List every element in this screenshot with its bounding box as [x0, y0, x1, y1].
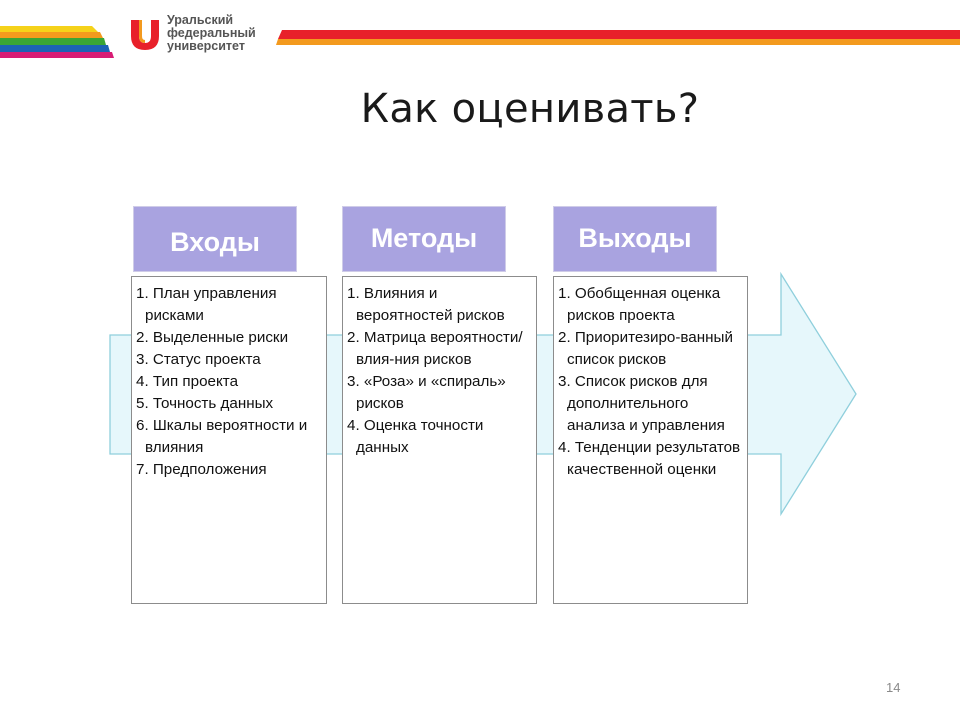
column-header-outputs-label: Выходы	[578, 223, 692, 253]
list-item: 3. Статус проекта	[136, 351, 261, 368]
list-item: 2. Приоритезиро-ванный список рисков	[558, 329, 733, 368]
list-item: 1. Обобщенная оценка рисков проекта	[558, 285, 721, 324]
methods-box	[342, 276, 537, 604]
inputs-list	[136, 283, 320, 481]
outputs-box	[553, 276, 748, 604]
list-item: 6. Шкалы вероятности и влияния	[136, 417, 308, 456]
list-item: 2. Матрица вероятности/влия-ния рисков	[347, 329, 523, 368]
page-number: 14	[886, 680, 901, 695]
list-item: 3. «Роза» и «спираль» рисков	[347, 373, 506, 412]
list-item: 4. Тип проекта	[136, 373, 239, 390]
column-header-inputs-label: Входы	[170, 227, 260, 257]
column-header-methods	[342, 206, 506, 272]
column-header-outputs	[553, 206, 717, 272]
logo-line-1: Уральский	[167, 13, 234, 27]
column-header-inputs	[133, 206, 297, 272]
inputs-box	[131, 276, 327, 604]
list-item: 3. Список рисков для дополнительного анализа и управления	[558, 373, 725, 434]
column-header-methods-label: Методы	[370, 223, 478, 253]
outputs-list	[558, 283, 741, 481]
list-item: 5. Точность данных	[136, 395, 274, 412]
list-item: 7. Предположения	[136, 461, 267, 478]
list-item: 4. Оценка точности данных	[347, 417, 484, 456]
list-item: 4. Тенденции результатов качественной оценки	[558, 439, 741, 478]
list-item: 2. Выделенные риски	[136, 329, 289, 346]
list-item: 1. План управления рисками	[136, 285, 277, 324]
logo-line-2: федеральный	[167, 26, 256, 40]
methods-list	[347, 283, 530, 459]
logo-line-3: университет	[167, 39, 245, 53]
slide-title: Как оценивать?	[360, 86, 700, 132]
list-item: 1. Влияния и вероятностей рисков	[347, 285, 505, 324]
